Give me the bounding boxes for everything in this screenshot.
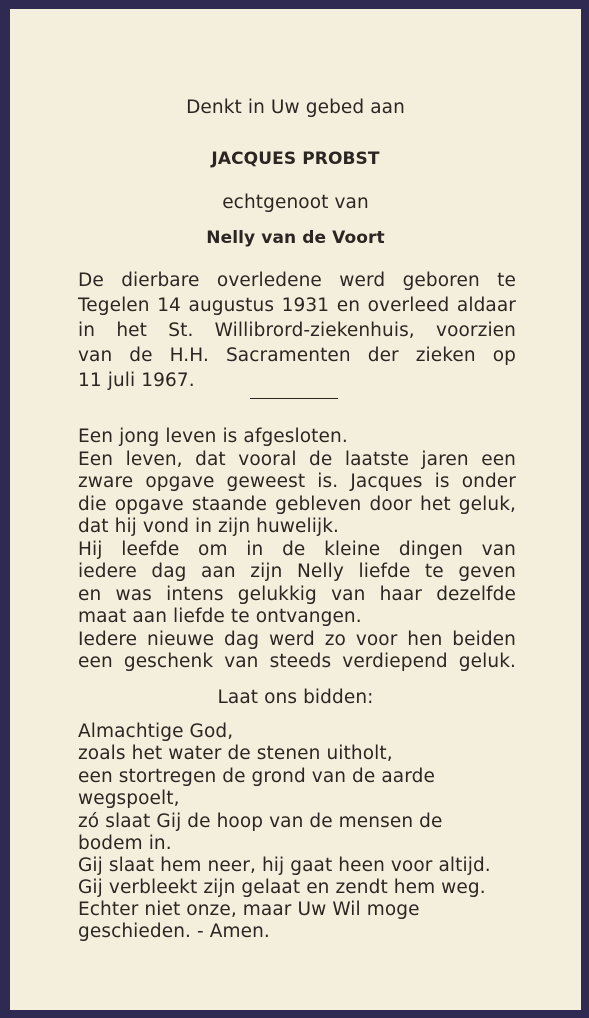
- prayer-line: zoals het water de stenen uitholt,: [78, 743, 393, 764]
- prayer-line: bodem in.: [78, 833, 172, 854]
- tribute-line: een geschenk van steeds verdiepend geluk.: [78, 651, 516, 672]
- prayer-line: Gij verbleekt zijn gelaat en zendt hem weg.: [78, 877, 486, 898]
- prayer-line: wegspoelt,: [78, 788, 180, 809]
- intro-text: Denkt in Uw gebed aan: [186, 97, 405, 118]
- tribute-line: Een jong leven is afgesloten.: [78, 426, 348, 447]
- prayer-line: Echter niet onze, maar Uw Wil moge: [78, 899, 420, 920]
- divider: [250, 398, 338, 399]
- tribute-line: dat hij vond in zijn huwelijk.: [78, 516, 340, 537]
- tribute-line: zware opgave geweest is. Jacques is onder: [78, 471, 516, 492]
- deceased-name: JACQUES PROBST: [211, 149, 380, 169]
- bio-line: Tegelen 14 augustus 1931 en overleed aldaar: [78, 295, 516, 316]
- bio-line: 11 juli 1967.: [78, 370, 195, 391]
- card-paper: [10, 9, 581, 1010]
- tribute-line: Een leven, dat vooral de laatste jaren een: [78, 449, 516, 470]
- prayer-line: een stortregen de grond van de aarde: [78, 766, 435, 787]
- tribute-line: iedere dag aan zijn Nelly liefde te geven: [78, 561, 516, 582]
- tribute-line: die opgave staande gebleven door het geluk,: [78, 494, 516, 515]
- prayer-line: zó slaat Gij de hoop van de mensen de: [78, 811, 443, 832]
- prayer-line: Almachtige God,: [78, 721, 234, 742]
- bio-line: van de H.H. Sacramenten der zieken op: [78, 345, 516, 366]
- prayer-heading: Laat ons bidden:: [217, 687, 374, 708]
- tribute-line: Hij leefde om in de kleine dingen van: [78, 539, 516, 560]
- prayer-line: geschieden. - Amen.: [78, 921, 270, 942]
- tribute-line: maat aan liefde te ontvangen.: [78, 606, 362, 627]
- relation-text: echtgenoot van: [222, 192, 369, 213]
- spouse-name: Nelly van de Voort: [206, 228, 385, 248]
- bio-line: De dierbare overledene werd geboren te: [78, 270, 516, 291]
- tribute-line: Iedere nieuwe dag werd zo voor hen beiden: [78, 629, 516, 650]
- bio-line: in het St. Willibrord-ziekenhuis, voorzien: [78, 320, 516, 341]
- prayer-line: Gij slaat hem neer, hij gaat heen voor altijd.: [78, 855, 491, 876]
- tribute-line: en was intens gelukkig van haar dezelfde: [78, 584, 516, 605]
